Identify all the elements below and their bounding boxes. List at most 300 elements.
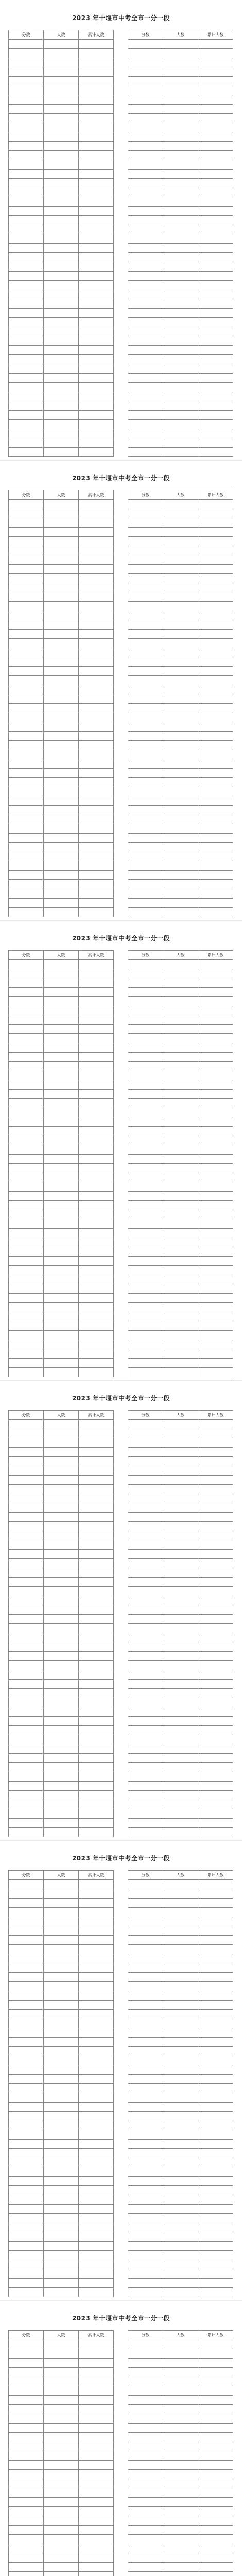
table-row [128, 2479, 233, 2488]
table-cell [44, 244, 79, 253]
table-cell [128, 327, 163, 336]
table-cell [198, 2242, 233, 2251]
table-row [128, 2140, 233, 2149]
table-cell [79, 630, 114, 639]
table-cell [128, 2405, 163, 2414]
table-cell [79, 160, 114, 170]
table-cell [9, 565, 44, 574]
table-cell [9, 1828, 44, 1837]
table-cell [9, 1772, 44, 1782]
table-cell [9, 1257, 44, 1266]
table-cell [163, 1615, 198, 1624]
table-cell [79, 207, 114, 216]
table-cell [9, 1615, 44, 1624]
table-cell [9, 1192, 44, 1201]
table-cell [79, 2433, 114, 2442]
table-cell [128, 1090, 163, 1099]
table-cell [79, 960, 114, 969]
table-cell [128, 1485, 163, 1494]
table-cell [79, 500, 114, 509]
table-cell [128, 2010, 163, 2019]
table-cell [44, 1513, 79, 1522]
table-cell [163, 114, 198, 123]
table-cell [128, 290, 163, 299]
table-cell [128, 448, 163, 457]
table-cell [163, 899, 198, 908]
table-row [128, 1025, 233, 1034]
table-cell [128, 871, 163, 880]
table-cell [79, 1429, 114, 1438]
table-cell [198, 1438, 233, 1448]
table-cell [163, 1680, 198, 1689]
table-cell [9, 1559, 44, 1568]
score-table-right [128, 30, 233, 457]
table-cell [44, 1689, 79, 1698]
table-cell [163, 997, 198, 1006]
table-cell [79, 1331, 114, 1340]
table-cell [44, 58, 79, 67]
table-cell [9, 796, 44, 806]
table-row [128, 40, 233, 49]
table-cell [163, 374, 198, 383]
table-cell [79, 1503, 114, 1513]
table-cell [198, 1670, 233, 1680]
table-cell [128, 667, 163, 676]
table-cell [79, 1182, 114, 1192]
table-cell [128, 1053, 163, 1062]
column-header: 分数 [128, 1411, 163, 1420]
table-cell [128, 1229, 163, 1238]
table-cell [198, 1448, 233, 1457]
table-cell [79, 713, 114, 722]
table-cell [128, 722, 163, 732]
table-cell [44, 648, 79, 657]
table-cell [128, 2232, 163, 2242]
table-cell [128, 2186, 163, 2195]
table-cell [128, 1238, 163, 1247]
table-cell [9, 648, 44, 657]
table-cell [9, 2424, 44, 2433]
table-cell [79, 1899, 114, 1908]
table-cell [44, 2516, 79, 2526]
table-cell [128, 364, 163, 374]
table-row [9, 1624, 114, 1633]
table-cell [198, 2010, 233, 2019]
table-row [9, 2223, 114, 2232]
table-cell [163, 1025, 198, 1034]
table-cell [128, 420, 163, 429]
table-row [128, 2340, 233, 2349]
table-cell [44, 1025, 79, 1034]
table-row [128, 448, 233, 457]
table-cell [44, 1340, 79, 1349]
table-row [9, 2359, 114, 2368]
table-cell [79, 537, 114, 546]
table-cell [163, 546, 198, 555]
table-row [9, 667, 114, 676]
table-cell [198, 1229, 233, 1238]
table-row [9, 1238, 114, 1247]
table-cell [128, 207, 163, 216]
table-row [128, 2038, 233, 2047]
table-cell [128, 1926, 163, 1936]
table-cell [9, 1247, 44, 1257]
table-cell [9, 1791, 44, 1800]
table-cell [9, 1973, 44, 1982]
table-cell [9, 2065, 44, 2075]
table-cell [163, 401, 198, 411]
table-cell [128, 1954, 163, 1963]
table-cell [9, 1182, 44, 1192]
table-cell [128, 318, 163, 327]
table-row [9, 861, 114, 871]
table-cell [9, 2535, 44, 2544]
table-cell [79, 1782, 114, 1791]
table-row [9, 1531, 114, 1540]
table-row [128, 1173, 233, 1182]
table-cell [79, 555, 114, 565]
table-cell [9, 1457, 44, 1466]
table-row [128, 871, 233, 880]
table-cell [9, 2340, 44, 2349]
table-cell [198, 2498, 233, 2507]
table-row [9, 374, 114, 383]
table-row [9, 234, 114, 244]
table-cell [79, 438, 114, 448]
table-cell [44, 778, 79, 787]
table-cell [163, 2056, 198, 2065]
table-cell [79, 1145, 114, 1155]
table-cell [198, 86, 233, 95]
table-cell [79, 750, 114, 759]
table-cell [9, 1819, 44, 1828]
table-cell [79, 2488, 114, 2498]
table-row [128, 95, 233, 105]
table-row [128, 537, 233, 546]
table-cell [79, 1754, 114, 1763]
table-cell [79, 1275, 114, 1284]
table-cell [79, 1368, 114, 1377]
table-cell [128, 630, 163, 639]
table-cell [44, 1476, 79, 1485]
table-row [9, 908, 114, 917]
table-cell [163, 2516, 198, 2526]
table-cell [198, 2526, 233, 2535]
table-cell [79, 86, 114, 95]
table-cell [79, 694, 114, 704]
table-row [9, 77, 114, 86]
table-cell [163, 1331, 198, 1340]
table-row [9, 2451, 114, 2461]
table-cell [128, 1615, 163, 1624]
table-cell [128, 1578, 163, 1587]
table-cell [79, 188, 114, 197]
table-cell [163, 2177, 198, 2186]
table-cell [79, 401, 114, 411]
table-cell [9, 676, 44, 685]
table-cell [128, 713, 163, 722]
table-cell [9, 1420, 44, 1429]
table-cell [9, 824, 44, 834]
table-cell [79, 1284, 114, 1294]
table-row [9, 438, 114, 448]
table-cell [79, 1936, 114, 1945]
table-row [9, 1071, 114, 1080]
table-row [128, 1340, 233, 1349]
table-row [128, 1192, 233, 1201]
table-cell [9, 2498, 44, 2507]
table-cell [163, 67, 198, 77]
table-cell [44, 1438, 79, 1448]
table-cell [163, 648, 198, 657]
table-row [128, 2214, 233, 2223]
table-cell [44, 620, 79, 630]
table-cell [9, 759, 44, 769]
table-cell [128, 2167, 163, 2177]
table-cell [44, 1359, 79, 1368]
table-row [128, 1642, 233, 1652]
table-cell [9, 1294, 44, 1303]
table-cell [128, 685, 163, 694]
table-cell [128, 2093, 163, 2103]
table-row [128, 49, 233, 58]
table-cell [44, 1015, 79, 1025]
table-row [9, 411, 114, 420]
table-cell [79, 216, 114, 225]
table-cell [9, 346, 44, 355]
table-row [128, 2075, 233, 2084]
table-cell [79, 262, 114, 272]
table-cell [44, 988, 79, 997]
table-row [9, 1359, 114, 1368]
table-cell [128, 188, 163, 197]
table-cell [128, 518, 163, 528]
table-cell [163, 1800, 198, 1809]
table-cell [128, 160, 163, 170]
table-cell [9, 448, 44, 457]
table-cell [128, 58, 163, 67]
table-row [9, 1889, 114, 1899]
table-cell [128, 429, 163, 438]
table-cell [44, 2251, 79, 2260]
table-cell [79, 778, 114, 787]
table-cell [163, 142, 198, 151]
table-cell [128, 1247, 163, 1257]
table-cell [128, 67, 163, 77]
table-cell [198, 2232, 233, 2242]
table-cell [198, 1540, 233, 1550]
table-cell [163, 2451, 198, 2461]
table-cell [163, 392, 198, 401]
table-cell [163, 1219, 198, 1229]
table-cell [198, 2056, 233, 2065]
table-cell [163, 151, 198, 160]
table-cell [44, 1559, 79, 1568]
table-cell [9, 861, 44, 871]
score-table-right [128, 1410, 233, 1837]
table-row [128, 769, 233, 778]
column-header: 累计人数 [79, 2331, 114, 2340]
table-row [9, 2028, 114, 2038]
table-cell [128, 272, 163, 281]
table-cell [163, 1494, 198, 1503]
table-cell [128, 1596, 163, 1605]
table-cell [163, 58, 198, 67]
table-cell [79, 2214, 114, 2223]
table-cell [9, 2112, 44, 2121]
table-cell [79, 383, 114, 392]
table-row [9, 2130, 114, 2140]
table-cell [198, 2121, 233, 2130]
table-row [128, 1926, 233, 1936]
table-cell [79, 834, 114, 843]
table-cell [79, 1340, 114, 1349]
table-cell [128, 2340, 163, 2349]
table-cell [128, 2038, 163, 2047]
table-cell [198, 95, 233, 105]
table-cell [163, 611, 198, 620]
table-cell [44, 1457, 79, 1466]
table-cell [163, 1294, 198, 1303]
table-cell [9, 1448, 44, 1457]
table-row [128, 1889, 233, 1899]
table-cell [79, 889, 114, 899]
table-cell [9, 2149, 44, 2158]
table-cell [128, 852, 163, 861]
column-header: 人数 [44, 30, 79, 40]
table-row [9, 2167, 114, 2177]
table-row [9, 114, 114, 123]
table-row [128, 1275, 233, 1284]
table-cell [9, 132, 44, 142]
table-cell [44, 2019, 79, 2028]
table-cell [198, 750, 233, 759]
table-cell [44, 383, 79, 392]
table-cell [163, 2010, 198, 2019]
table-cell [198, 105, 233, 114]
table-cell [9, 1540, 44, 1550]
table-row [9, 2414, 114, 2424]
table-cell [163, 2232, 198, 2242]
table-cell [44, 2260, 79, 2269]
table-cell [128, 1503, 163, 1513]
table-cell [9, 290, 44, 299]
table-cell [44, 2038, 79, 2047]
table-cell [198, 1578, 233, 1587]
table-cell [128, 151, 163, 160]
table-cell [128, 2535, 163, 2544]
table-cell [79, 1053, 114, 1062]
table-row [9, 281, 114, 290]
table-row [9, 1707, 114, 1717]
table-cell [163, 2368, 198, 2377]
table-cell [9, 899, 44, 908]
table-cell [9, 834, 44, 843]
table-cell [44, 114, 79, 123]
table-cell [198, 1071, 233, 1080]
table-cell [198, 197, 233, 207]
table-cell [79, 318, 114, 327]
table-cell [79, 2084, 114, 2093]
table-cell [9, 1438, 44, 1448]
table-cell [198, 336, 233, 346]
table-cell [163, 2470, 198, 2479]
table-cell [198, 685, 233, 694]
table-cell [198, 1652, 233, 1661]
table-cell [128, 225, 163, 234]
table-cell [44, 1652, 79, 1661]
table-cell [79, 1908, 114, 1917]
table-row [128, 392, 233, 401]
table-cell [79, 639, 114, 648]
table-cell [163, 778, 198, 787]
table-cell [128, 2424, 163, 2433]
table-cell [44, 2075, 79, 2084]
table-cell [128, 1689, 163, 1698]
table-cell [44, 401, 79, 411]
table-cell [9, 1034, 44, 1043]
table-cell [79, 676, 114, 685]
table-row [128, 272, 233, 281]
table-cell [79, 2093, 114, 2103]
table-cell [163, 1117, 198, 1127]
document-page [0, 2300, 242, 2576]
table-cell [163, 1275, 198, 1284]
table-cell [128, 1633, 163, 1642]
table-cell [79, 197, 114, 207]
table-row [9, 1321, 114, 1331]
table-cell [9, 272, 44, 281]
table-cell [163, 420, 198, 429]
column-header: 累计人数 [198, 490, 233, 500]
table-cell [44, 2195, 79, 2205]
table-cell [9, 1145, 44, 1155]
table-cell [9, 2442, 44, 2451]
table-cell [163, 2186, 198, 2195]
table-row [9, 997, 114, 1006]
table-cell [128, 592, 163, 602]
table-cell [44, 1605, 79, 1615]
table-cell [198, 759, 233, 769]
table-cell [128, 2349, 163, 2359]
table-cell [198, 1266, 233, 1275]
table-cell [79, 657, 114, 667]
table-cell [163, 336, 198, 346]
column-header: 人数 [44, 1411, 79, 1420]
table-cell [9, 123, 44, 132]
table-cell [198, 769, 233, 778]
table-cell [44, 732, 79, 741]
table-row [128, 1062, 233, 1071]
table-cell [163, 759, 198, 769]
table-cell [198, 1034, 233, 1043]
table-row [9, 2563, 114, 2572]
table-cell [79, 179, 114, 188]
table-row [9, 262, 114, 272]
table-cell [128, 759, 163, 769]
table-cell [128, 2158, 163, 2167]
table-row [9, 1587, 114, 1596]
table-cell [128, 1015, 163, 1025]
table-cell [128, 796, 163, 806]
table-cell [198, 1476, 233, 1485]
table-row [128, 1754, 233, 1763]
table-row [9, 2195, 114, 2205]
table-cell [44, 978, 79, 988]
table-cell [79, 1312, 114, 1321]
table-cell [163, 1303, 198, 1312]
table-cell [163, 1754, 198, 1763]
